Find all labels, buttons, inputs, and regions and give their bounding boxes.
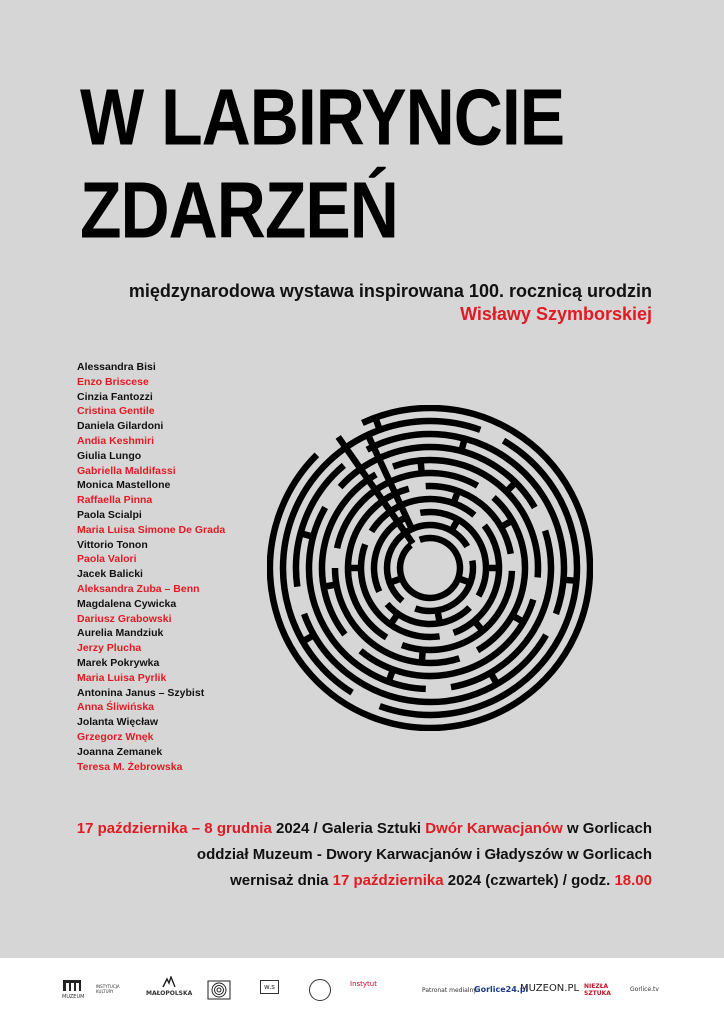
title-line-1: W LABIRYNCIE: [80, 72, 565, 162]
artist-name: Maria Luisa Simone De Grada: [77, 523, 226, 536]
museum-branch: oddział Muzeum - Dwory Karwacjanów i Gładyszów w Gorlicach: [196, 846, 652, 863]
round-seal-logo: [309, 979, 331, 1001]
artist-name: Aurelia Mandziuk: [77, 627, 164, 640]
artist-name: Paola Valori: [77, 553, 137, 566]
artist-name: Aleksandra Zuba – Benn: [77, 582, 200, 595]
artist-name: Grzegorz Wnęk: [77, 730, 154, 743]
maze-wall: [389, 669, 393, 681]
date-range: 17 października – 8 grudnia: [76, 820, 272, 837]
opening-info: [230, 872, 652, 889]
artist-name: Cinzia Fantozzi: [77, 390, 153, 403]
artist-name: Daniela Gilardoni: [77, 420, 164, 433]
fingerprint-logo: [207, 980, 231, 1002]
maze-wall: [501, 521, 512, 528]
maze-wall: [458, 578, 470, 582]
labyrinth-graphic: [267, 405, 593, 731]
artist-name: Teresa M. Żebrowska: [77, 760, 183, 773]
maze-wall: [512, 616, 523, 623]
opening-prefix: wernisaż dnia: [230, 872, 333, 889]
artist-name: Paola Scialpi: [77, 508, 142, 521]
artist-name: Cristina Gentile: [77, 405, 155, 418]
artist-name: Jacek Balicki: [77, 568, 143, 581]
artist-name: Vittorio Tonon: [77, 538, 148, 551]
exhibition-dates: [77, 820, 652, 837]
niezla-sztuka-logo: NIEZŁA SZTUKA: [584, 983, 611, 997]
maze-wall: [454, 491, 458, 503]
maze-wall: [506, 482, 515, 491]
patronat-label: Patronat medialny:: [422, 987, 479, 994]
maze-wall: [421, 460, 422, 473]
maze-wall: [437, 610, 439, 623]
maze-wall: [375, 418, 379, 430]
maze-wall: [461, 439, 464, 452]
artist-name: Joanna Zemanek: [77, 745, 163, 758]
subtitle-honoree: Wisławy Szymborskiej: [460, 304, 652, 324]
maze-wall: [301, 533, 314, 536]
title-line-2: ZDARZEŃ: [80, 165, 398, 255]
maze-wall: [563, 580, 576, 581]
muzeon-logo: MUZEON.PL: [520, 983, 580, 994]
artist-name: Monica Mastellone: [77, 479, 171, 492]
artist-name: Raffaella Pinna: [77, 494, 153, 507]
artist-name: Jerzy Plucha: [77, 642, 142, 655]
artist-name: Dariusz Grabowski: [77, 612, 172, 625]
maze-wall: [474, 621, 482, 631]
artist-name: Alessandra Bisi: [77, 361, 156, 373]
maze-wall: [491, 673, 498, 684]
opening-time: 18.00: [614, 872, 652, 889]
gorlice-tv-logo: Gorlice.tv: [630, 986, 659, 993]
artist-name: Jolanta Więcław: [77, 716, 159, 729]
artist-name: Giulia Lungo: [77, 449, 142, 462]
maze-ring: [415, 561, 473, 611]
opening-date: 17 października: [332, 872, 444, 889]
artist-name: Maria Luisa Pyrlik: [77, 671, 167, 684]
maze-wall: [324, 585, 337, 587]
fingerprint-icon: [207, 980, 231, 1000]
venue-city: w Gorlicach: [562, 820, 652, 837]
artist-name: Anna Śliwińska: [77, 701, 155, 714]
footer-logos: [0, 958, 724, 1024]
artist-name: Magdalena Cywicka: [77, 597, 177, 610]
mountain-icon: [162, 976, 176, 988]
maze-ring: [270, 408, 590, 728]
maze-ring: [400, 538, 460, 598]
instytut-logo: Instytut: [350, 980, 377, 988]
instytucja-kultury-logo: INSTYTUCJA KULTURY: [96, 984, 120, 994]
maze-wall: [303, 635, 314, 642]
maze-wall: [390, 614, 397, 625]
venue-name: Dwór Karwacjanów: [425, 820, 563, 837]
gorlice24-logo: Gorlice24.pl: [474, 985, 529, 994]
artist-name: Andia Keshmiri: [77, 434, 155, 447]
maze-wall: [390, 578, 402, 582]
maze-wall: [452, 520, 459, 531]
artist-name: Enzo Briscese: [77, 375, 149, 388]
artist-name: Antonina Janus – Szybist: [77, 686, 205, 699]
building-icon: [62, 978, 82, 992]
maze-wall: [422, 650, 423, 663]
ws-logo: w.s: [260, 980, 279, 994]
malopolska-logo: MAŁOPOLSKA: [146, 976, 192, 997]
muzeum-logo: MUZEUM: [62, 978, 84, 1000]
artist-list: [77, 360, 225, 774]
year-and-gallery: 2024 / Galeria Sztuki: [271, 820, 426, 837]
artist-name: Gabriella Maldifassi: [77, 464, 176, 477]
subtitle: międzynarodowa wystawa inspirowana 100. rocznicą urodzin: [128, 281, 652, 301]
opening-middle: 2024 (czwartek) / godz.: [443, 872, 615, 889]
artist-name: Marek Pokrywka: [77, 656, 160, 669]
